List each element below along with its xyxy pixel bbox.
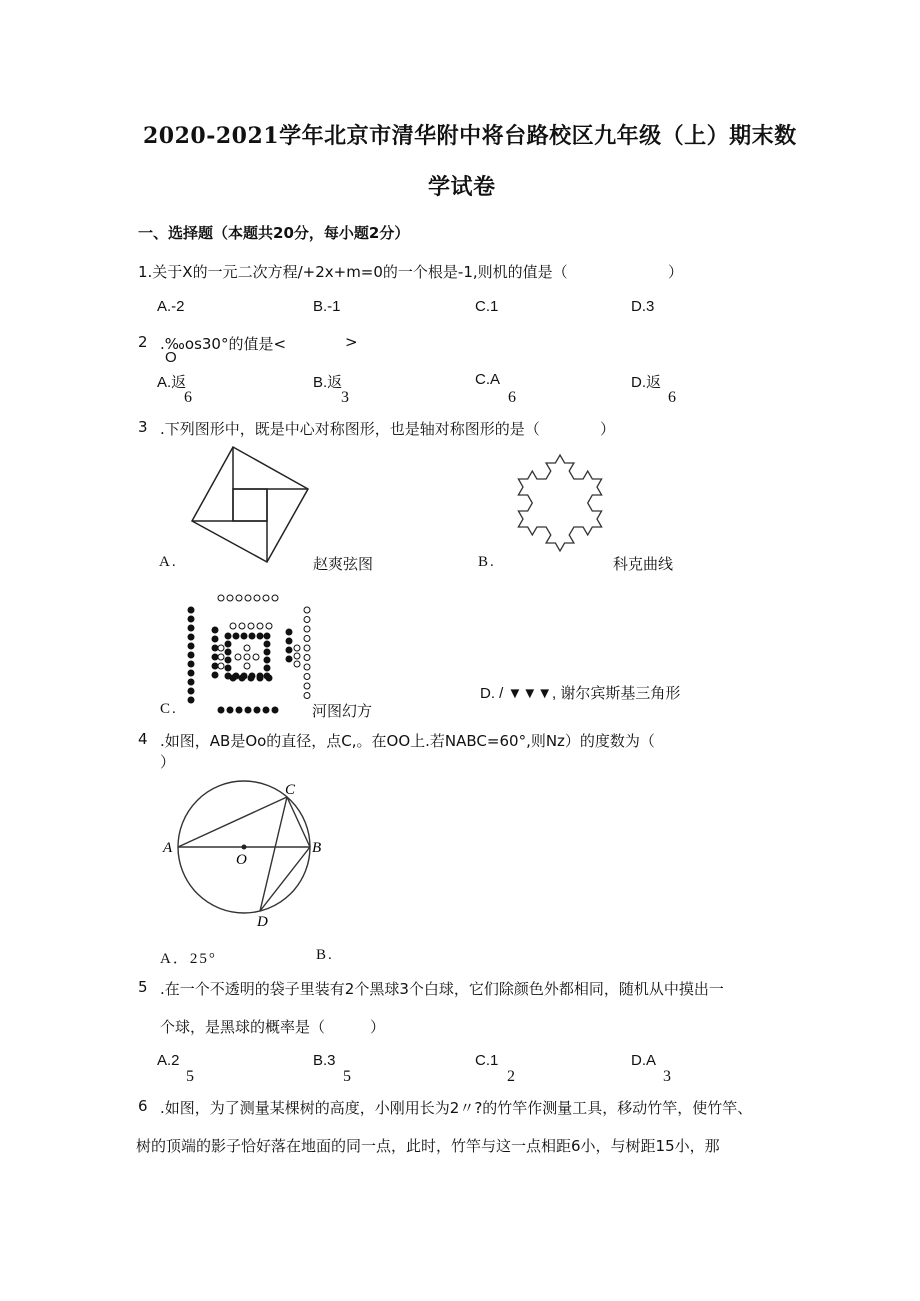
question-2-stem: .‰os30°的值是< — [160, 335, 287, 353]
black-dot — [225, 633, 231, 639]
question-2-den-a: 6 — [184, 389, 192, 406]
label-b: B — [312, 840, 322, 856]
question-5-paren-close: ） — [370, 1018, 386, 1036]
black-dot — [188, 679, 194, 685]
black-dot — [188, 697, 194, 703]
black-dot — [286, 638, 292, 644]
white-dot — [272, 595, 278, 601]
question-5-den-c: 2 — [507, 1068, 515, 1085]
question-5-option-a[interactable]: A.2 — [157, 1052, 180, 1069]
question-2-den-b: 3 — [341, 389, 349, 406]
white-dot — [236, 595, 242, 601]
question-3-number: 3 — [138, 418, 148, 436]
black-dot — [212, 654, 218, 660]
white-dot — [263, 595, 269, 601]
white-dot — [218, 595, 224, 601]
question-5-option-c[interactable]: C.1 — [475, 1052, 499, 1069]
white-dot — [218, 654, 224, 660]
question-6-line1: .如图，为了测量某棵树的高度，小刚用长为2〃?的竹竿作测量工具，移动竹竿，使竹竿、 — [160, 1099, 753, 1117]
black-dot — [212, 645, 218, 651]
white-dot — [294, 661, 300, 667]
question-2-option-c[interactable]: C.A — [475, 371, 501, 388]
black-dot — [225, 657, 231, 663]
black-dot — [257, 673, 263, 679]
black-dot — [233, 633, 239, 639]
hetu-figure — [185, 592, 325, 717]
white-dot — [304, 636, 310, 642]
black-dot — [241, 673, 247, 679]
question-2-den-d: 6 — [668, 389, 676, 406]
question-1-option-d[interactable]: D.3 — [631, 298, 655, 315]
black-dot — [264, 657, 270, 663]
black-dot — [227, 707, 233, 713]
white-dot — [304, 617, 310, 623]
white-dot — [253, 654, 259, 660]
white-dot — [304, 674, 310, 680]
label-o: O — [236, 852, 247, 868]
white-dot — [235, 654, 241, 660]
question-4-option-a[interactable]: A．25° — [160, 951, 217, 967]
white-dot — [244, 663, 250, 669]
question-5-stem-line1: .在一个不透明的袋子里装有2个黑球3个白球，它们除颜色外都相同，随机从中摸出一 — [160, 980, 724, 998]
question-4-option-b[interactable]: B. — [316, 947, 334, 963]
black-dot — [241, 633, 247, 639]
fig-b-letter[interactable]: B. — [478, 554, 496, 570]
black-dot — [212, 672, 218, 678]
black-dot — [264, 649, 270, 655]
black-dot — [249, 673, 255, 679]
question-1-stem: 1.关于X的一元二次方程/+2x+m=0的一个根是-1,则机的值是（ — [138, 263, 568, 281]
page-title-line1: 2020-2021学年北京市清华附中将台路校区九年级（上）期末数 — [143, 123, 797, 149]
question-3-paren-close: ） — [600, 420, 616, 438]
question-1-option-b[interactable]: B.-1 — [313, 298, 341, 315]
circle-figure — [160, 778, 330, 938]
fig-c-letter[interactable]: C. — [160, 701, 178, 717]
black-dot — [254, 707, 260, 713]
label-a: A — [163, 840, 173, 856]
black-dot — [225, 649, 231, 655]
black-dot — [249, 633, 255, 639]
question-2-option-a[interactable]: A.返 — [157, 374, 187, 391]
black-dot — [188, 652, 194, 658]
question-4-paren-close: ） — [160, 753, 176, 771]
koch-snowflake-figure — [500, 443, 620, 563]
black-dot — [188, 661, 194, 667]
question-2-number: 2 — [138, 333, 148, 351]
black-dot — [264, 633, 270, 639]
question-1-paren-close: ） — [668, 263, 684, 281]
black-dot — [188, 634, 194, 640]
white-dot — [304, 645, 310, 651]
white-dot — [218, 645, 224, 651]
question-5-den-d: 3 — [663, 1068, 671, 1085]
black-dot — [233, 673, 239, 679]
black-dot — [188, 607, 194, 613]
white-dot — [218, 663, 224, 669]
page-title-line2: 学试卷 — [428, 174, 496, 200]
question-6-line2: 树的顶端的影子恰好落在地面的同一点，此时，竹竿与这一点相距6小，与树距15小，那 — [136, 1137, 720, 1155]
black-dot — [188, 616, 194, 622]
white-dot — [304, 664, 310, 670]
label-d: D — [257, 914, 268, 930]
black-dot — [264, 641, 270, 647]
black-dot — [212, 663, 218, 669]
question-5-number: 5 — [138, 978, 148, 996]
white-dot — [248, 623, 254, 629]
question-5-option-d[interactable]: D.A — [631, 1052, 657, 1069]
white-dot — [254, 595, 260, 601]
black-dot — [188, 643, 194, 649]
question-5-den-a: 5 — [186, 1068, 194, 1085]
white-dot — [304, 693, 310, 699]
section-heading: 一、选择题（本题共20分，每小题2分） — [138, 224, 410, 242]
black-dot — [245, 707, 251, 713]
black-dot — [188, 625, 194, 631]
black-dot — [272, 707, 278, 713]
white-dot — [239, 623, 245, 629]
question-1-option-a[interactable]: A.-2 — [157, 298, 185, 315]
zhao-shuang-figure — [188, 447, 313, 562]
black-dot — [236, 707, 242, 713]
black-dot — [212, 636, 218, 642]
white-dot — [227, 595, 233, 601]
fig-d-caption[interactable]: D. / ▼▼▼, 谢尔宾斯基三角形 — [480, 685, 681, 702]
question-1-option-c[interactable]: C.1 — [475, 298, 499, 315]
black-dot — [225, 641, 231, 647]
black-dot — [188, 670, 194, 676]
question-5-option-b[interactable]: B.3 — [313, 1052, 336, 1069]
black-dot — [286, 629, 292, 635]
question-6-number: 6 — [138, 1097, 148, 1115]
black-dot — [218, 707, 224, 713]
white-dot — [245, 595, 251, 601]
question-4-number: 4 — [138, 730, 148, 748]
black-dot — [212, 627, 218, 633]
fig-a-caption: 赵爽弦图 — [313, 555, 374, 573]
black-dot — [286, 647, 292, 653]
white-dot — [230, 623, 236, 629]
question-2-paren-close: > — [345, 333, 358, 351]
white-dot — [304, 626, 310, 632]
black-dot — [264, 665, 270, 671]
question-2-sub: O — [165, 349, 177, 366]
black-dot — [286, 656, 292, 662]
question-2-option-b[interactable]: B.返 — [313, 374, 343, 391]
white-dot — [304, 683, 310, 689]
white-dot — [294, 653, 300, 659]
fig-a-letter[interactable]: A. — [159, 554, 178, 570]
black-dot — [263, 707, 269, 713]
white-dot — [266, 623, 272, 629]
white-dot — [294, 645, 300, 651]
white-dot — [304, 607, 310, 613]
question-4-stem: .如图，AB是Oo的直径，点C,。在OO上.若NABC=60°,则Nz）的度数为（ — [160, 732, 655, 750]
white-dot — [244, 654, 250, 660]
label-c: C — [285, 782, 296, 798]
question-2-den-c: 6 — [508, 389, 516, 406]
white-dot — [257, 623, 263, 629]
question-5-stem-line2: 个球，是黑球的概率是（ — [160, 1018, 326, 1036]
question-3-stem: .下列图形中，既是中心对称图形，也是轴对称图形的是（ — [160, 420, 540, 438]
black-dot — [225, 673, 231, 679]
question-2-option-d[interactable]: D.返 — [631, 374, 662, 391]
white-dot — [244, 645, 250, 651]
black-dot — [225, 665, 231, 671]
question-5-den-b: 5 — [343, 1068, 351, 1085]
black-dot — [188, 688, 194, 694]
black-dot — [257, 633, 263, 639]
black-dot — [264, 673, 270, 679]
fig-b-caption: 科克曲线 — [613, 555, 674, 573]
white-dot — [304, 655, 310, 661]
fig-c-caption: 河图幻方 — [312, 702, 373, 720]
